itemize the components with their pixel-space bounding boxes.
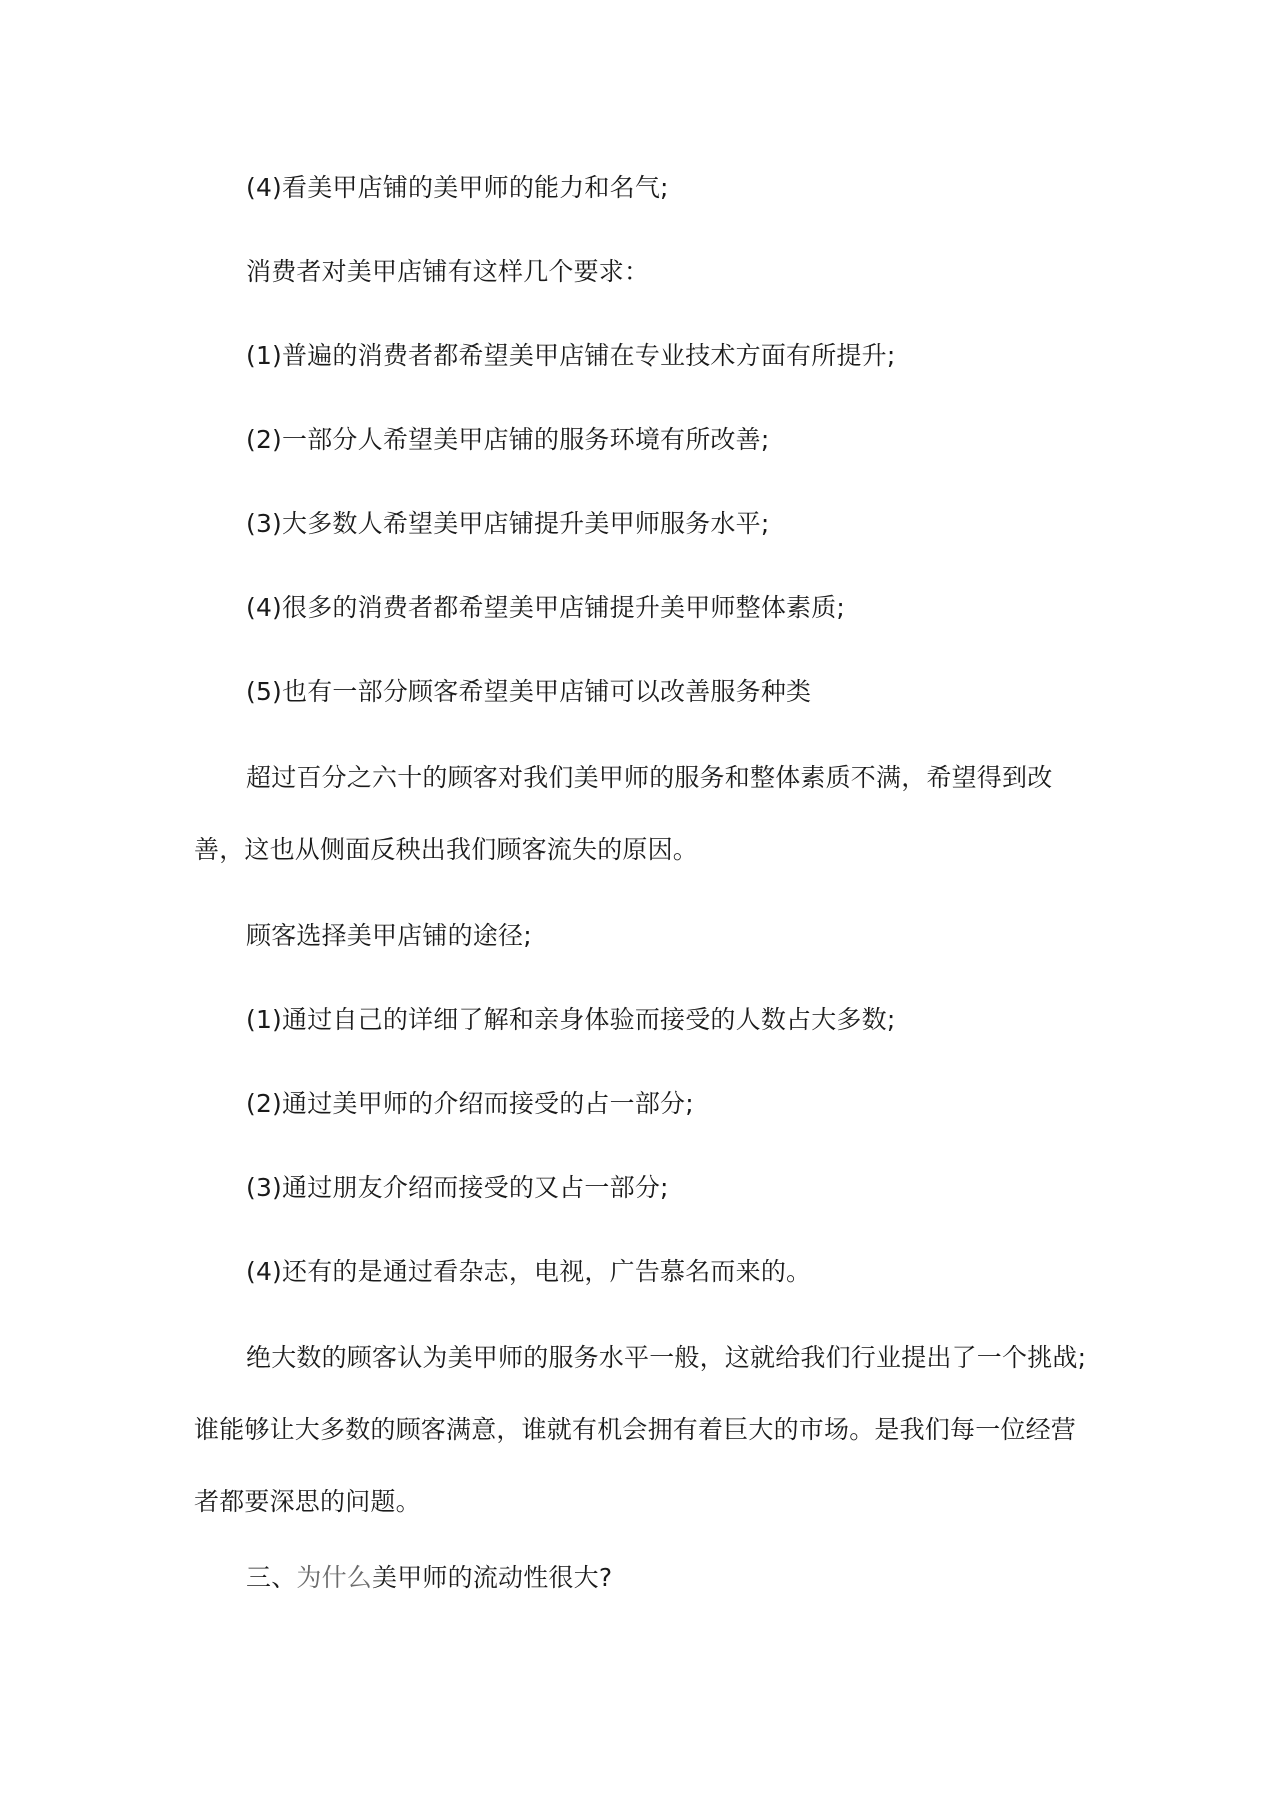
paragraph-14: 绝大数的顾客认为美甲师的服务水平一般，这就给我们行业提出了一个挑战;谁能够让大多数的顾客满意，谁就有机会拥有着巨大的市场。是我们每一位经营者都要深思的问题。 [194, 1343, 1087, 1516]
paragraph-1: (4)看美甲店铺的美甲师的能力和名气; [246, 173, 669, 202]
paragraph-12: (3)通过朋友介绍而接受的又占一部分; [246, 1173, 669, 1202]
paragraph-13: (4)还有的是通过看杂志，电视，广告慕名而来的。 [246, 1257, 812, 1286]
paragraph-7: (5)也有一部分顾客希望美甲店铺可以改善服务种类 [246, 677, 812, 706]
paragraph-8: 超过百分之六十的顾客对我们美甲师的服务和整体素质不满，希望得到改善，这也从侧面反秧出我们顾客流失的原因。 [194, 763, 1053, 864]
paragraph-3: (1)普遍的消费者都希望美甲店铺在专业技术方面有所提升; [246, 341, 896, 370]
section-heading [194, 1544, 1094, 1612]
heading-prefix: 三、 [246, 1563, 297, 1592]
paragraph-2: 消费者对美甲店铺有这样几个要求： [246, 257, 650, 286]
heading-rest: 美甲师的流动性很大? [372, 1563, 613, 1592]
paragraph-9: 顾客选择美甲店铺的途径; [246, 921, 532, 950]
heading-muted: 为什么 [296, 1563, 373, 1592]
paragraph-4: (2)一部分人希望美甲店铺的服务环境有所改善; [246, 425, 770, 454]
paragraph-5: (3)大多数人希望美甲店铺提升美甲师服务水平; [246, 509, 770, 538]
paragraph-10: (1)通过自己的详细了解和亲身体验而接受的人数占大多数; [246, 1005, 896, 1034]
paragraph-11: (2)通过美甲师的介绍而接受的占一部分; [246, 1089, 694, 1118]
paragraph-6: (4)很多的消费者都希望美甲店铺提升美甲师整体素质; [246, 593, 846, 622]
